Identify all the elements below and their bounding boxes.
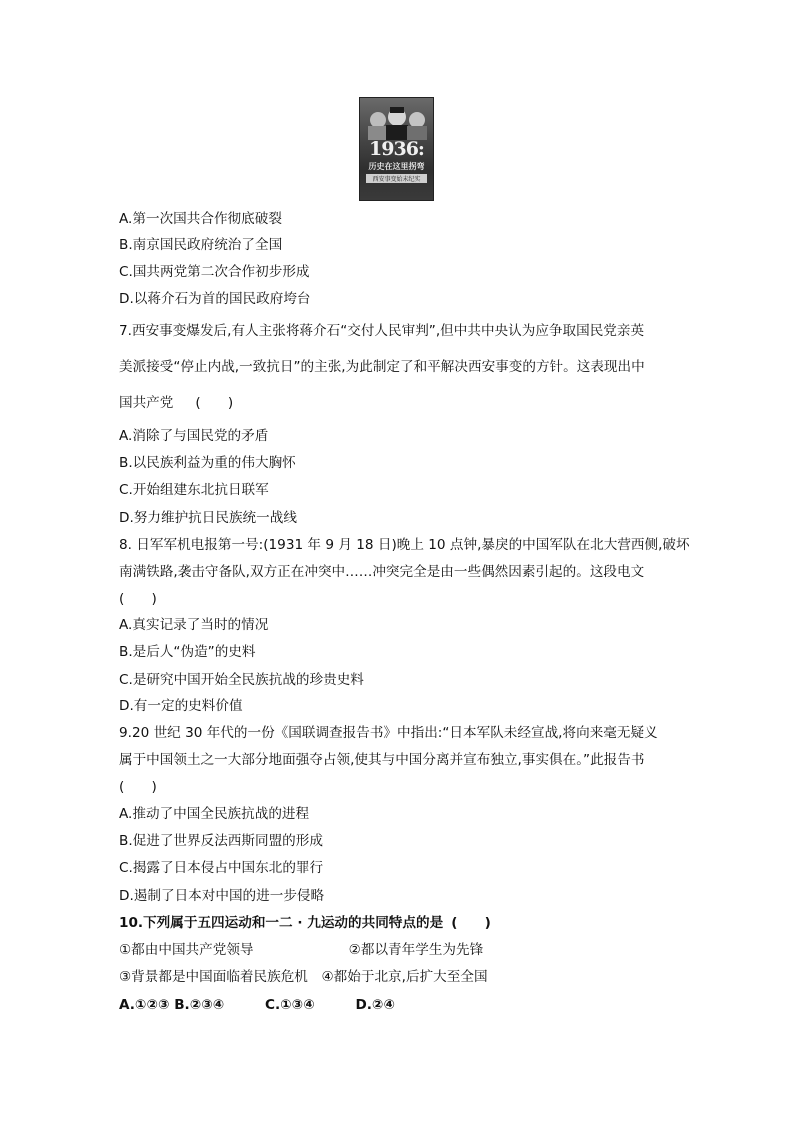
line-text: B.以民族利益为重的伟大胸怀 bbox=[119, 455, 296, 471]
option-d bbox=[119, 698, 243, 714]
answer-paren: ( ) bbox=[119, 591, 157, 607]
answer-paren: ( ) bbox=[119, 779, 157, 795]
line-text: 9.20 世纪 30 年代的一份《国联调查报告书》中指出:“日本军队未经宣战,将向来毫无疑义 bbox=[119, 725, 658, 741]
answer-paren: ( ) bbox=[451, 915, 491, 931]
option-d bbox=[119, 888, 324, 904]
cover-year: 1936: bbox=[369, 138, 424, 160]
option-d bbox=[119, 510, 297, 526]
option-b bbox=[119, 644, 255, 660]
line-text: 国共产党 bbox=[119, 395, 174, 411]
question-8-line-2 bbox=[119, 564, 644, 580]
question-7-line-1 bbox=[119, 323, 644, 339]
line-text: A.真实记录了当时的情况 bbox=[119, 617, 269, 633]
line-text: 南满铁路,袭击守备队,双方正在冲突中……冲突完全是由一些偶然因素引起的。这段电文 bbox=[119, 564, 645, 580]
line-text: A.①②③ B.②③④ C.①③④ D.②④ bbox=[119, 997, 395, 1013]
line-text: ③背景都是中国面临着民族危机 ④都始于北京,后扩大至全国 bbox=[119, 969, 488, 985]
option-a bbox=[119, 806, 309, 822]
book-cover-image bbox=[359, 97, 434, 201]
line-text: C.开始组建东北抗日联军 bbox=[119, 482, 269, 498]
option-a bbox=[119, 211, 282, 227]
line-text: D.遏制了日本对中国的进一步侵略 bbox=[119, 888, 325, 904]
figures-illustration bbox=[364, 106, 430, 140]
question-10 bbox=[119, 915, 491, 931]
question-9-line-2 bbox=[119, 752, 644, 768]
line-text: 美派接受“停止内战,一致抗日”的主张,为此制定了和平解决西安事变的方针。这表现出中 bbox=[119, 359, 645, 375]
option-b bbox=[119, 455, 296, 471]
option-b bbox=[119, 237, 282, 253]
cover-subtitle: 西安事变始末纪实 bbox=[366, 174, 427, 183]
line-text: A.消除了与国民党的矛盾 bbox=[119, 428, 269, 444]
option-c bbox=[119, 860, 323, 876]
line-text: C.国共两党第二次合作初步形成 bbox=[119, 264, 310, 280]
option-c bbox=[119, 264, 310, 280]
question-9-line-1 bbox=[119, 725, 658, 741]
question-7-line-3 bbox=[119, 395, 233, 411]
question-10-items-2 bbox=[119, 969, 488, 985]
option-c bbox=[119, 482, 269, 498]
line-text: B.促进了世界反法西斯同盟的形成 bbox=[119, 833, 323, 849]
question-7-line-2 bbox=[119, 359, 645, 375]
option-d bbox=[119, 291, 311, 307]
line-text: C.揭露了日本侵占中国东北的罪行 bbox=[119, 860, 324, 876]
option-c bbox=[119, 672, 364, 688]
answer-paren: ( ) bbox=[195, 395, 234, 411]
line-text: D.努力维护抗日民族统一战线 bbox=[119, 510, 297, 526]
option-b bbox=[119, 833, 323, 849]
line-text: D.有一定的史料价值 bbox=[119, 698, 243, 714]
question-8-paren bbox=[119, 591, 157, 607]
question-9-paren bbox=[119, 779, 157, 795]
question-8-line-1 bbox=[119, 537, 690, 553]
line-text: ①都由中国共产党领导 ②都以青年学生为先锋 bbox=[119, 942, 484, 958]
question-10-options bbox=[119, 997, 395, 1013]
line-text: D.以蒋介石为首的国民政府垮台 bbox=[119, 291, 311, 307]
line-text: C.是研究中国开始全民族抗战的珍贵史料 bbox=[119, 672, 364, 688]
cover-title: 历史在这里拐弯 bbox=[368, 162, 425, 171]
line-text: 10.下列属于五四运动和一二 · 九运动的共同特点的是 bbox=[119, 915, 444, 931]
option-a bbox=[119, 428, 268, 444]
option-a bbox=[119, 617, 268, 633]
line-text: B.南京国民政府统治了全国 bbox=[119, 237, 283, 253]
line-text: 7.西安事变爆发后,有人主张将蒋介石“交付人民审判”,但中共中央认为应争取国民党亲英 bbox=[119, 323, 645, 339]
line-text: 8. 日军军机电报第一号:(1931 年 9 月 18 日)晚上 10 点钟,暴戾的中国军队在北大营西侧,破坏 bbox=[119, 537, 690, 553]
line-text: 属于中国领土之一大部分地面强夺占领,使其与中国分离并宣布独立,事实俱在。”此报告书 bbox=[119, 752, 645, 768]
question-10-items-1 bbox=[119, 942, 483, 958]
line-text: A.推动了中国全民族抗战的进程 bbox=[119, 806, 310, 822]
line-text: B.是后人“伪造”的史料 bbox=[119, 644, 256, 660]
line-text: A.第一次国共合作彻底破裂 bbox=[119, 211, 282, 227]
